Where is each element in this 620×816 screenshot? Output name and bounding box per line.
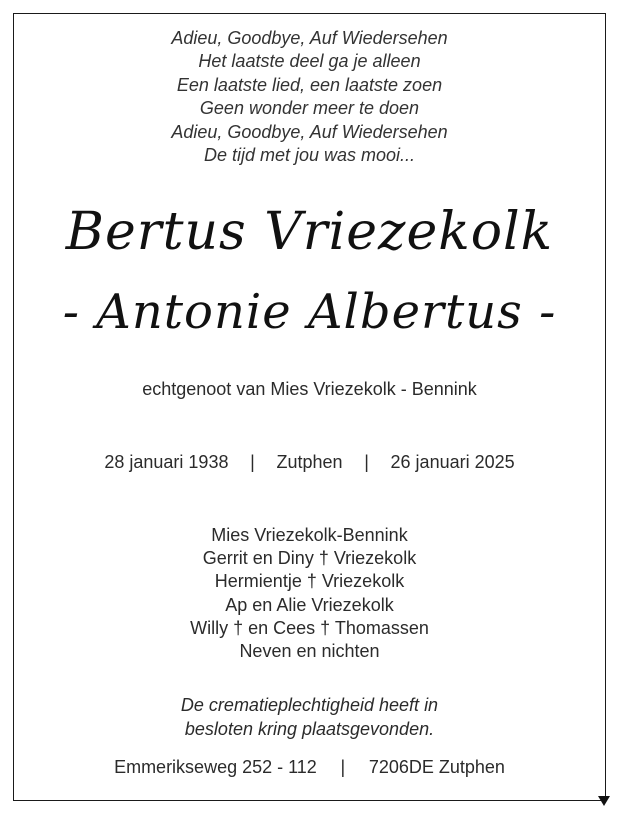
family-line: Hermientje † Vriezekolk xyxy=(214,571,405,592)
separator: | xyxy=(340,757,346,777)
spouse-line: echtgenoot van Mies Vriezekolk - Bennink xyxy=(142,379,477,399)
poem-line: Geen wonder meer te doen xyxy=(199,98,420,119)
deceased-name: Bertus Vriezekolk xyxy=(65,202,554,262)
cremation-line: De crematieplechtigheid heeft in xyxy=(180,695,439,715)
poem-line: Adieu, Goodbye, Auf Wiedersehen xyxy=(171,28,448,48)
down-triangle-icon[interactable] xyxy=(598,796,610,806)
place: Zutphen xyxy=(276,452,343,472)
family-line: Neven en nichten xyxy=(239,641,380,662)
poem-line: Adieu, Goodbye, Auf Wiedersehen xyxy=(171,121,448,142)
cremation-note xyxy=(13,693,606,741)
family-line: Ap en Alie Vriezekolk xyxy=(225,594,394,615)
family-list xyxy=(13,524,606,663)
cremation-line: besloten kring plaatsgevonden. xyxy=(184,719,435,739)
poem-line: De tijd met jou was mooi... xyxy=(203,145,416,166)
family-line: Willy † en Cees † Thomassen xyxy=(190,617,429,638)
poem-line: Een laatste lied, een laatste zoen xyxy=(176,74,443,95)
dates-line xyxy=(13,450,606,474)
family-line: Mies Vriezekolk-Bennink xyxy=(211,525,408,545)
poem-line: Het laatste deel ga je alleen xyxy=(198,51,421,72)
address-city: 7206DE Zutphen xyxy=(368,757,505,777)
deceased-given-names: - Antonie Albertus - xyxy=(62,284,557,340)
separator: | xyxy=(364,452,369,472)
family-line: Gerrit en Diny † Vriezekolk xyxy=(202,548,417,569)
birth-date: 28 januari 1938 xyxy=(104,452,229,472)
separator: | xyxy=(250,452,255,472)
death-date: 26 januari 2025 xyxy=(390,452,515,472)
address-street: Emmerikseweg 252 - 112 xyxy=(114,757,317,777)
poem xyxy=(13,27,606,167)
address-line xyxy=(13,755,606,779)
